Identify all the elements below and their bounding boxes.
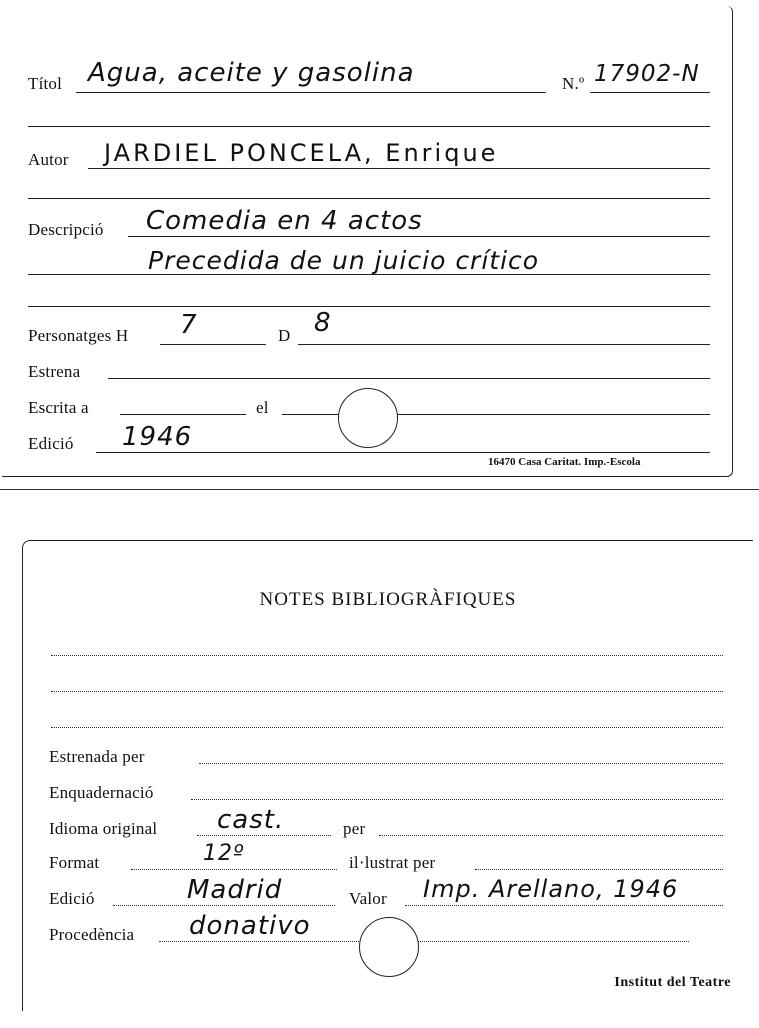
scan-separator: [0, 489, 759, 490]
enquadernacio-label: Enquadernació: [49, 783, 154, 802]
illustrat-line: [475, 869, 723, 870]
edicio-back-value: Madrid: [187, 875, 283, 905]
estrena-label: Estrena: [28, 362, 81, 381]
autor-value: JARDIEL PONCELA, Enrique: [104, 139, 499, 167]
punch-hole-back: [359, 917, 419, 977]
escrita-label: Escrita a: [28, 398, 89, 417]
edicio-line: [96, 452, 710, 453]
personatges-h-value: 7: [180, 310, 198, 340]
el-label: el: [256, 398, 269, 417]
edicio-label: Edició: [28, 434, 74, 453]
descripcio-value-2: Precedida de un juicio crítico: [148, 246, 540, 275]
idioma-label: Idioma original: [49, 819, 158, 838]
idioma-value: cast.: [217, 805, 285, 835]
valor-label: Valor: [349, 889, 387, 908]
edicio-back-line: [113, 905, 335, 906]
personatges-d-value: 8: [314, 308, 332, 338]
estrenada-line: [199, 763, 723, 764]
number-value: 17902-N: [594, 61, 700, 87]
descripcio-line-1: [128, 236, 710, 237]
edicio-back-label: Edició: [49, 889, 95, 908]
descripcio-label: Descripció: [28, 220, 104, 239]
punch-hole: [338, 388, 398, 448]
format-value: 12º: [203, 841, 245, 866]
notes-line-3: [51, 727, 723, 728]
valor-line: [405, 905, 723, 906]
enquadernacio-line: [191, 799, 723, 800]
procedencia-value: donativo: [189, 911, 311, 941]
format-label: Format: [49, 853, 100, 872]
autor-label: Autor: [28, 150, 69, 169]
titol-line: [76, 92, 546, 93]
personatges-label: Personatges H: [28, 326, 129, 345]
escrita-line: [120, 414, 246, 415]
autor-line: [88, 168, 710, 169]
descripcio-value-1: Comedia en 4 actos: [146, 206, 423, 236]
titol-label: Títol: [28, 74, 63, 93]
personatges-d-label: D: [278, 326, 291, 345]
procedencia-line: [159, 941, 689, 942]
notes-heading: NOTES BIBLIOGRÀFIQUES: [259, 589, 517, 610]
titol-line-2: [28, 126, 710, 127]
valor-value: Imp. Arellano, 1946: [423, 875, 679, 903]
notes-line-1: [51, 655, 723, 656]
titol-value: Agua, aceite y gasolina: [88, 58, 415, 88]
printer-imprint: 16470 Casa Caritat. Imp.-Escola: [488, 456, 641, 468]
catalog-card-front: [2, 6, 733, 477]
per-line: [379, 835, 723, 836]
estrenada-label: Estrenada per: [49, 747, 145, 766]
procedencia-label: Procedència: [49, 925, 135, 944]
format-line: [131, 869, 337, 870]
personatges-h-line: [160, 344, 266, 345]
descripcio-line-2: [28, 274, 710, 275]
number-line: [590, 92, 710, 93]
illustrat-label: il·lustrat per: [349, 853, 436, 872]
notes-line-2: [51, 691, 723, 692]
autor-line-2: [28, 198, 710, 199]
personatges-d-line: [298, 344, 710, 345]
edicio-value: 1946: [122, 422, 193, 452]
catalog-card-back: [22, 540, 753, 1011]
idioma-line: [197, 835, 331, 836]
descripcio-line-3: [28, 306, 710, 307]
number-label: N.º: [562, 74, 585, 93]
per-label: per: [343, 819, 366, 838]
institution-label: Institut del Teatre: [614, 975, 731, 990]
estrena-line: [108, 378, 710, 379]
